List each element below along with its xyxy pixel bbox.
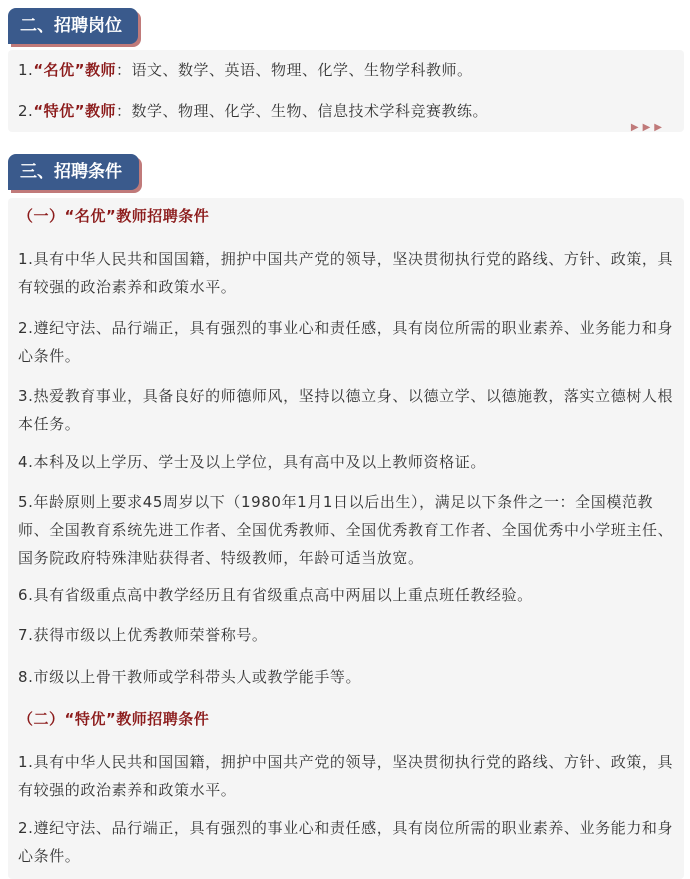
position-item-highlight: “名优”教师: [33, 61, 117, 79]
requirement-paragraph: 1.具有中华人民共和国国籍，拥护中国共产党的领导，坚决贯彻执行党的路线、方针、政策，具有较强的政治素养和政策水平。: [18, 250, 674, 296]
requirement-paragraph: 3.热爱教育事业，具备良好的师德师风，坚持以德立身、以德立学、以德施教，落实立德树人根本任务。: [18, 387, 674, 433]
requirement-paragraph: 6.具有省级重点高中教学经历且有省级重点高中两届以上重点班任教经验。: [18, 586, 533, 604]
requirement-paragraph: 5.年龄原则上要求45周岁以下（1980年1月1日以后出生），满足以下条件之一：全国模范教师、全国教育系统先进工作者、全国优秀教师、全国优秀教育工作者、全国优秀中小学班主任、国务院政府特殊津贴获得者、特级教师，年龄可适当放宽。: [18, 493, 674, 567]
position-item-number: 1.: [18, 61, 34, 79]
requirement-paragraph: 1.具有中华人民共和国国籍，拥护中国共产党的领导，坚决贯彻执行党的路线、方针、政策，具有较强的政治素养和政策水平。: [18, 753, 674, 799]
requirements-panel: [8, 198, 684, 879]
requirement-paragraph: 8.市级以上骨干教师或学科带头人或教学能手等。: [18, 668, 362, 686]
section-title-requirements: 三、招聘条件: [8, 154, 139, 190]
subsection-title-mingyou: （一）“名优”教师招聘条件: [18, 207, 210, 225]
position-item-text: ：数学、物理、化学、生物、信息技术学科竞赛教练。: [116, 102, 489, 120]
position-item-highlight: “特优”教师: [33, 102, 117, 120]
position-item-2: [18, 98, 674, 124]
section-title-positions: 二、招聘岗位: [8, 8, 138, 44]
position-item-text: ：语文、数学、英语、物理、化学、生物学科教师。: [116, 61, 473, 79]
requirement-paragraph: 2.遵纪守法、品行端正，具有强烈的事业心和责任感，具有岗位所需的职业素养、业务能力和身心条件。: [18, 319, 674, 365]
positions-panel: [8, 50, 684, 132]
position-item-number: 2.: [18, 102, 34, 120]
requirement-paragraph: 2.遵纪守法、品行端正，具有强烈的事业心和责任感，具有岗位所需的职业素养、业务能力和身心条件。: [18, 819, 674, 865]
requirement-paragraph: 7.获得市级以上优秀教师荣誉称号。: [18, 626, 268, 644]
subsection-title-teyou: （二）“特优”教师招聘条件: [18, 710, 210, 728]
position-item-1: [18, 57, 674, 83]
requirement-paragraph: 4.本科及以上学历、学士及以上学位，具有高中及以上教师资格证。: [18, 453, 486, 471]
triple-arrow-icon: ▶▶▶: [630, 122, 666, 133]
